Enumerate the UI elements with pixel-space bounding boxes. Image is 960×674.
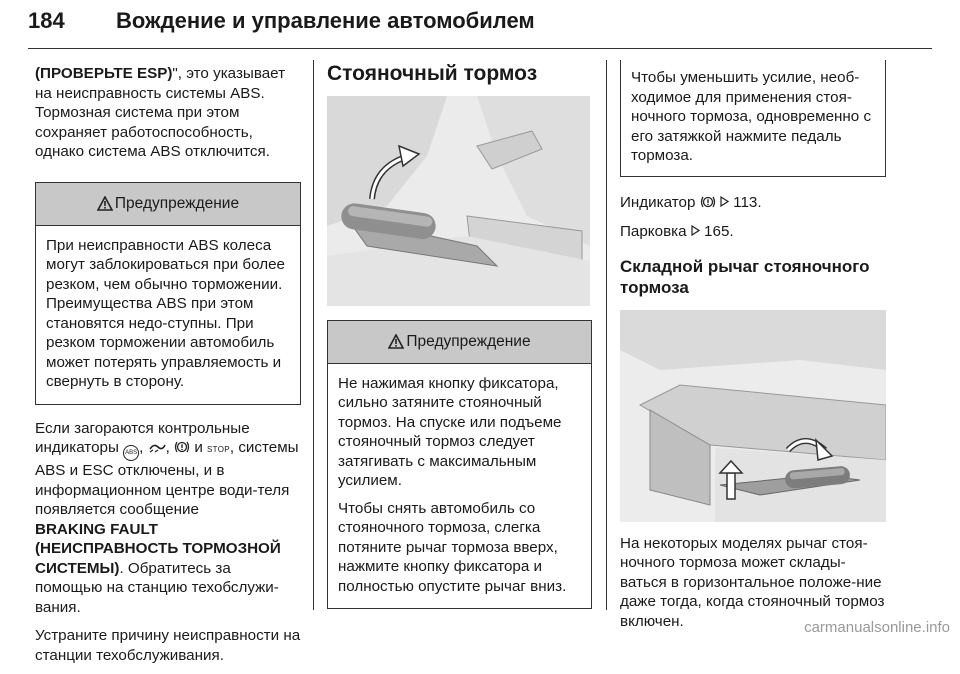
subheading-folding-lever: Складной рычаг стояночного тормоза [620,256,870,297]
stop-indicator-icon: STOP [207,445,230,454]
warning-header [36,183,300,226]
page-title: Вождение и управление автомобилем [116,8,535,33]
ref-indicator [620,193,886,213]
column-divider-2 [606,60,607,610]
warning-text: При неисправности ABS колеса могут заблокироваться при более резком, чем обычно торможении. Преимущества ABS при этом становятся недо-ступны. При резком торможении автомобиль может потерять управляемость и свернуть в сторону. [46,236,285,390]
warning-title: Предупреждение [406,332,531,350]
text-span: Если загораются контрольные индикаторы [35,419,250,456]
warning-text-apply: Не нажимая кнопку фиксатора, сильно затяните стояночный тормоз. На спуске или подъеме стояночный тормоз следует затягивать с максимальным усилием. [338,374,562,489]
watermark: carmanualsonline.info [804,619,950,636]
message-brake-system-fault: (НЕИСПРАВНОСТЬ ТОРМОЗНОЙ СИСТЕМЫ) [35,540,281,577]
warning-header [328,321,591,364]
text-span: , [165,439,170,456]
abs-indicator-icon: ABS [123,445,139,461]
text-span: . Обратитесь за помощью на станцию техобслужи-вания. [35,559,279,616]
page-reference-icon [691,225,700,236]
page-ref: 113. [733,193,762,211]
warning-box-parking-brake [327,320,592,610]
column-1 [35,64,301,674]
page-ref: 165. [704,223,734,240]
warning-title: Предупреждение [114,194,240,212]
brake-indicator-icon [700,194,716,210]
paragraph-text: ", это указывает на неисправность системы ABS. Тормозная система при этом сохраняет работоспособность, однако система ABS отключится. [35,65,286,160]
header-rule [28,48,932,49]
parking-brake-lever-illustration [327,96,590,306]
paragraph-service: Устраните причину неисправности на станции техобслуживания. [35,627,301,664]
section-heading-parking-brake: Стояночный тормоз [327,62,538,85]
ref-parking [620,222,886,242]
warning-triangle-icon [97,196,113,211]
warning-text-release: Чтобы снять автомобиль со стояночного тормоза, слегка потяните рычаг тормоза вверх, нажмите кнопку фиксатора и полностью опустите рычаг вниз. [338,499,567,595]
warning-triangle-icon [388,334,404,349]
esc-skid-icon [148,441,166,453]
paragraph-indicators [35,419,301,618]
page-number: 184 [28,8,65,33]
page-reference-icon [720,196,729,207]
text-span: , системы ABS и ESC отключены, и в информационном центре води-теля появляется сообщение [35,439,299,518]
esp-message: (ПРОВЕРЬТЕ ESP) [35,65,173,82]
paragraph-abs-intro [35,64,301,162]
folding-lever-illustration [620,310,886,522]
column-3 [620,64,886,640]
column-2 [327,64,592,609]
brake-indicator-icon [174,439,190,455]
column-divider-1 [313,60,314,610]
note-text: Чтобы уменьшить усилие, необ-ходимое для применения стоя-ночного тормоза, одновременно с его затяжкой нажмите педаль тормоза. [631,69,872,164]
text-span: Индикатор [620,193,696,211]
message-braking-fault: BRAKING FAULT [35,520,158,538]
text-span: , [139,439,144,456]
text-span: Парковка [620,223,687,240]
note-box [620,60,886,177]
paragraph-folding-lever: На некоторых моделях рычаг стоя-ночного тормоза может склады-ваться в горизонтальное положе-ние даже тогда, когда стояночный тормоз включен. [620,534,885,630]
warning-box-abs [35,182,301,405]
page-header [28,8,932,48]
text-span: и [194,439,203,456]
